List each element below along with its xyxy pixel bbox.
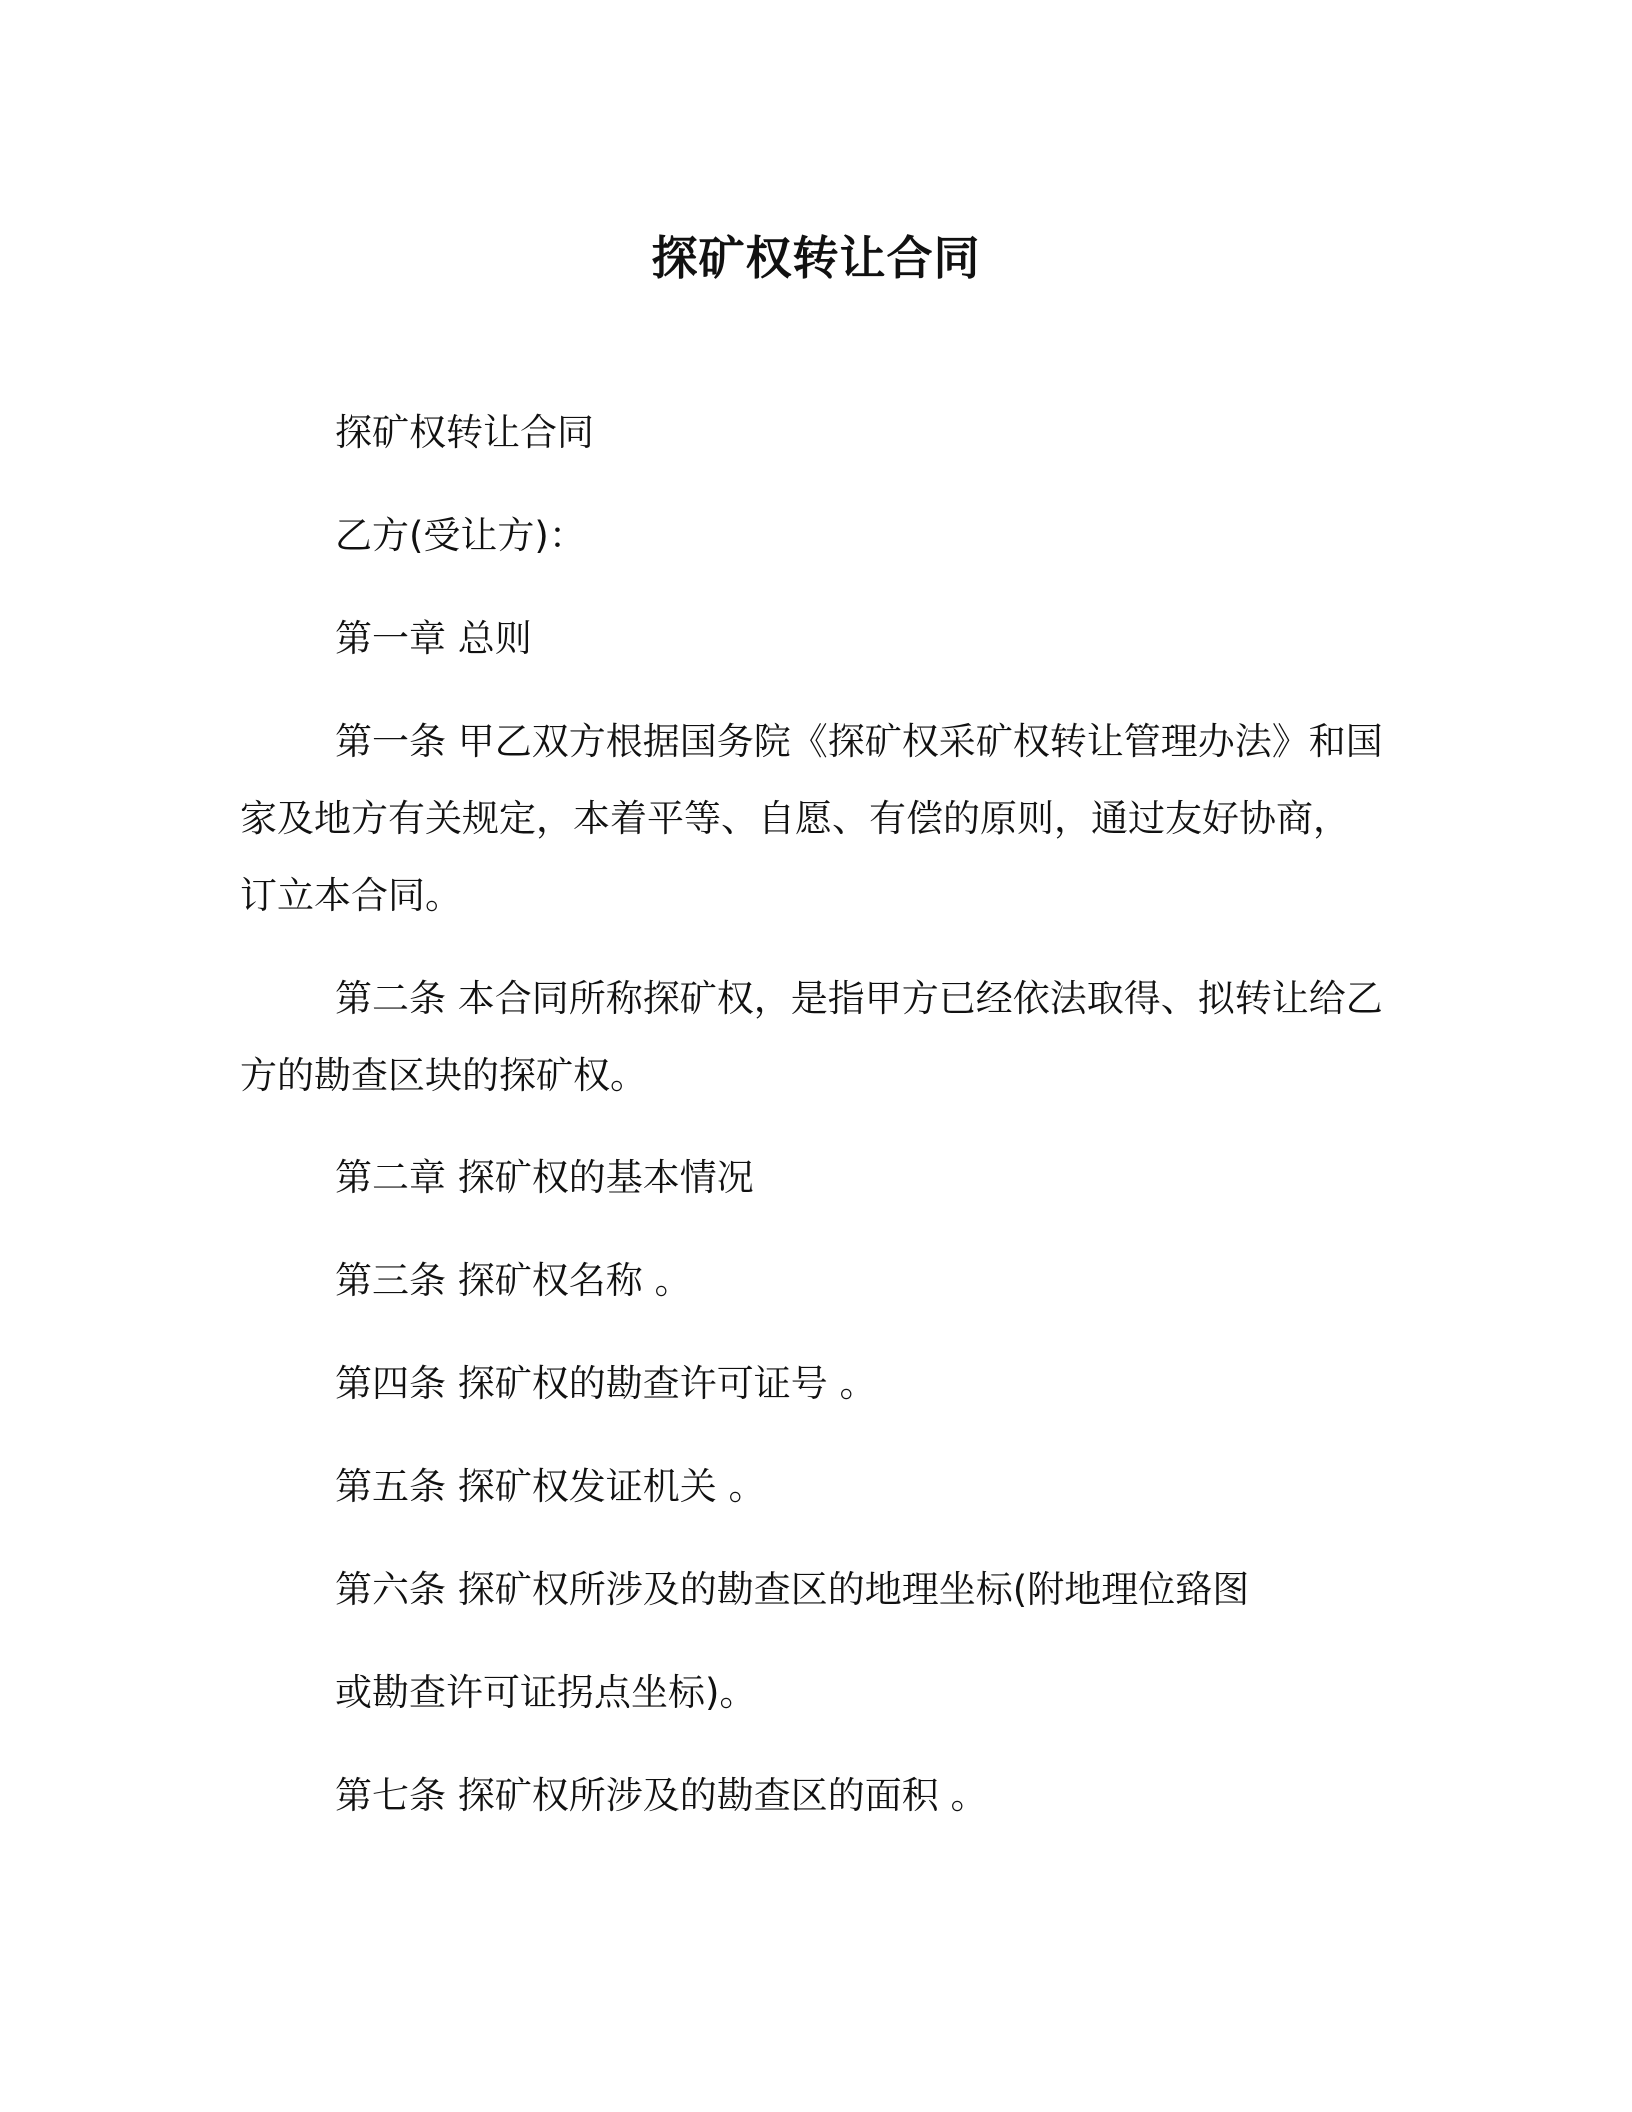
paragraph-chapter-2: 第二章 探矿权的基本情况	[335, 1156, 754, 1199]
paragraph-article-3: 第三条 探矿权名称 。	[335, 1259, 692, 1302]
paragraph-article-7: 第七条 探矿权所涉及的勘查区的面积 。	[335, 1774, 988, 1817]
paragraph-article-1: 第一条 甲乙双方根据国务院《探矿权采矿权转让管理办法》和国家及地方有关规定，本着平等、自愿、有偿的原则，通过友好协商，订立本合同。	[240, 720, 1383, 917]
paragraph-article-6: 第六条 探矿权所涉及的勘查区的地理坐标(附地理位臵图	[335, 1568, 1250, 1611]
document-title: 探矿权转让合同	[651, 231, 981, 285]
paragraph-party-b: 乙方(受让方)：	[335, 514, 586, 557]
paragraph-article-4: 第四条 探矿权的勘查许可证号 。	[335, 1362, 877, 1405]
paragraph-article-2: 第二条 本合同所称探矿权，是指甲方已经依法取得、拟转让给乙方的勘查区块的探矿权。	[240, 977, 1383, 1097]
paragraph-article-5: 第五条 探矿权发证机关 。	[335, 1465, 766, 1508]
paragraph-chapter-1: 第一章 总则	[335, 617, 532, 660]
paragraph-contract-heading: 探矿权转让合同	[335, 411, 594, 454]
paragraph-article-6-continued: 或勘查许可证拐点坐标)。	[335, 1671, 757, 1714]
